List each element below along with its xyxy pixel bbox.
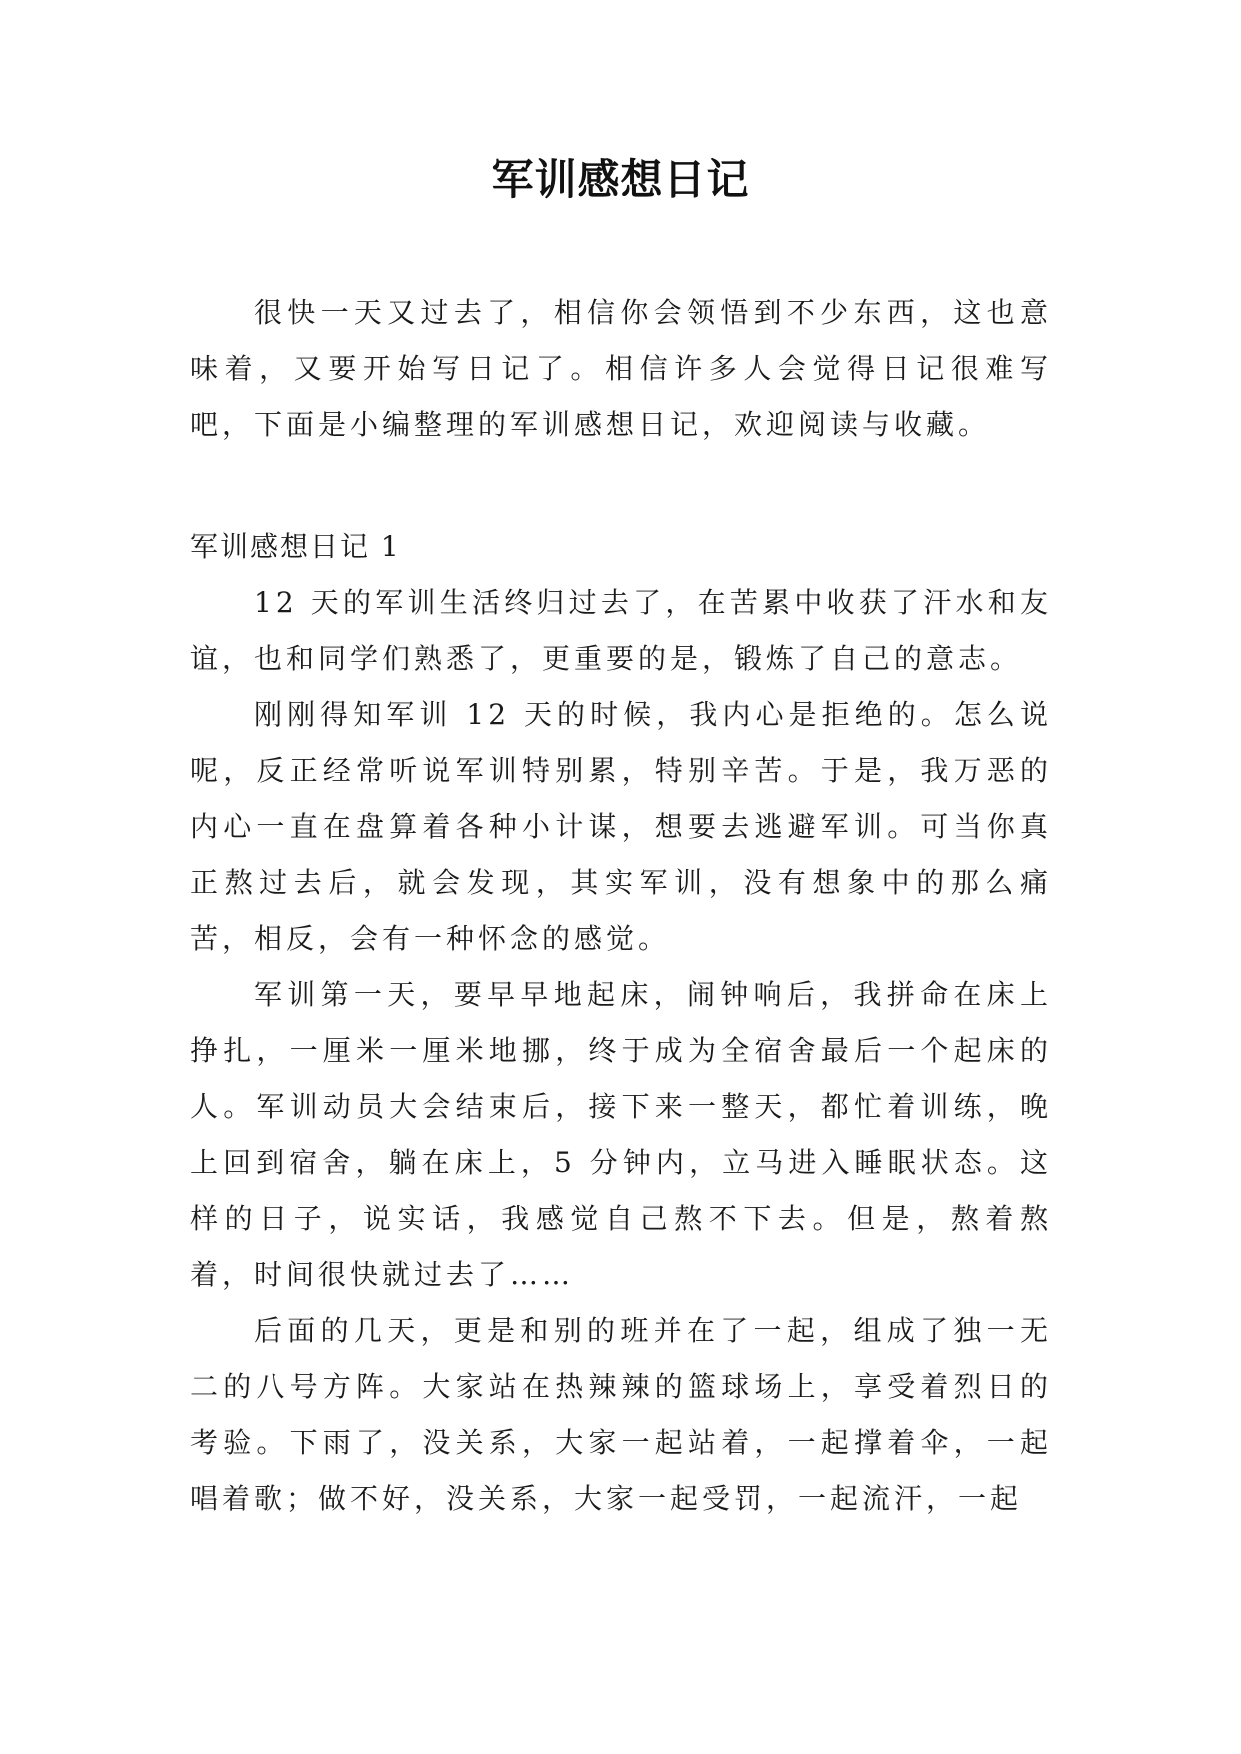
body-paragraph: 后面的几天，更是和别的班并在了一起，组成了独一无二的八号方阵。大家站在热辣辣的篮球场上，享受着烈日的考验。下雨了，没关系，大家一起站着，一起撑着伞，一起唱着歌；做不好，没关系，大家一起受罚，一起流汗，一起 (190, 1314, 1052, 1515)
body-paragraph: 军训第一天，要早早地起床，闹钟响后，我拼命在床上挣扎，一厘米一厘米地挪，终于成为全宿舍最后一个起床的人。军训动员大会结束后，接下来一整天，都忙着训练，晚上回到宿舍，躺在床上，5 分钟内，立马进入睡眠状态。这样的日子，说实话，我感觉自己熬不下去。但是，熬着熬着，时间很快就过去了…… (190, 978, 1052, 1291)
section-heading: 军训感想日记 1 (190, 530, 401, 563)
intro-paragraph: 很快一天又过去了，相信你会领悟到不少东西，这也意味着，又要开始写日记了。相信许多人会觉得日记很难写吧，下面是小编整理的军训感想日记，欢迎阅读与收藏。 (190, 296, 1052, 441)
body-paragraph: 12 天的军训生活终归过去了，在苦累中收获了汗水和友谊，也和同学们熟悉了，更重要的是，锻炼了自己的意志。 (190, 586, 1052, 675)
document-body (190, 285, 1052, 1527)
document-title: 军训感想日记 (491, 155, 750, 204)
body-paragraph: 刚刚得知军训 12 天的时候，我内心是拒绝的。怎么说呢，反正经常听说军训特别累，特别辛苦。于是，我万恶的内心一直在盘算着各种小计谋，想要去逃避军训。可当你真正熬过去后，就会发现，其实军训，没有想象中的那么痛苦，相反，会有一种怀念的感觉。 (190, 698, 1052, 955)
